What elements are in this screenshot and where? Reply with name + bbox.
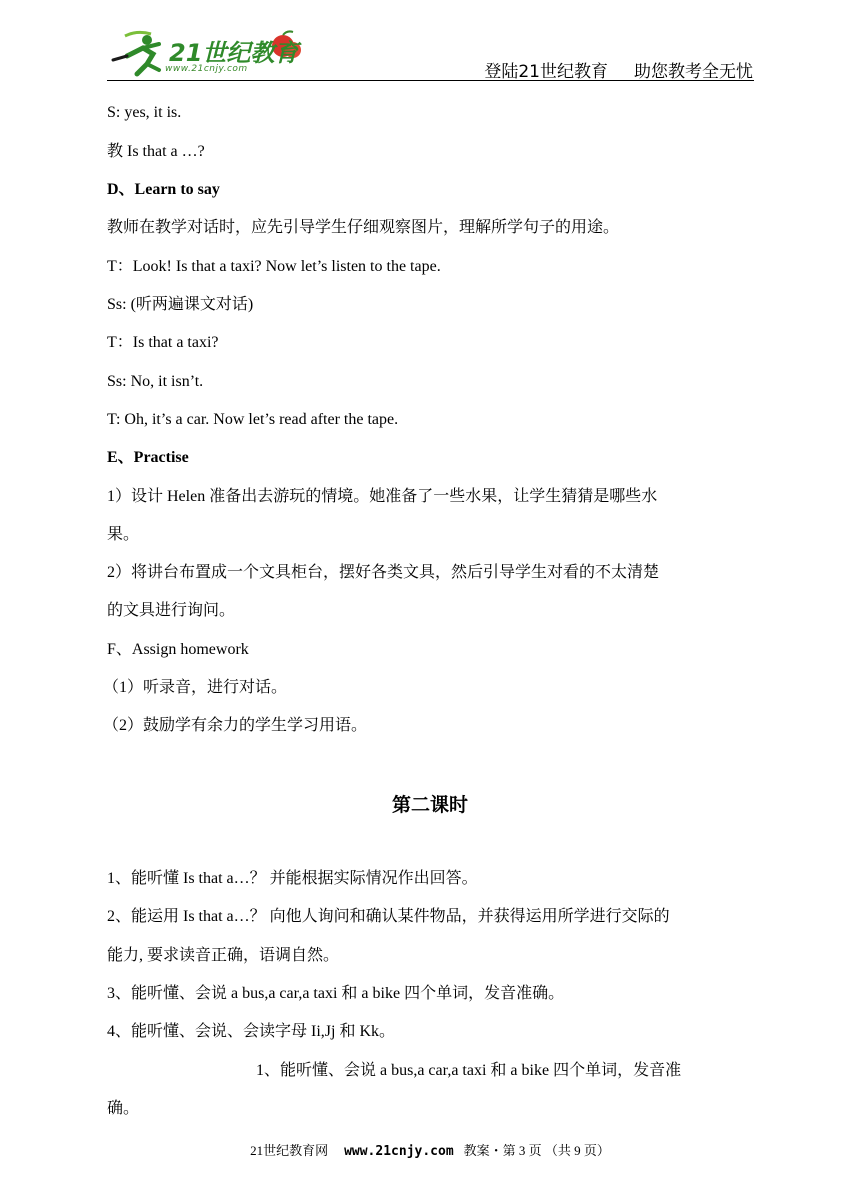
body-line: S: yes, it is. [107, 104, 182, 121]
header-slogan [484, 57, 753, 82]
slogan-right: 助您教考全无忧 [634, 62, 753, 82]
page-header [107, 30, 753, 82]
section-title: 第二课时 [391, 794, 468, 816]
site-logo [107, 30, 317, 80]
body-line: 确。 [107, 1100, 140, 1117]
body-line: T: Oh, it’s a car. Now let’s read after the tape. [107, 411, 399, 428]
section-heading: D、Learn to say [107, 181, 220, 198]
body-line: 4、能听懂、会说、会读字母 Ii,Jj 和 Kk。 [107, 1023, 396, 1040]
body-line: 教 Is that a …? [107, 143, 205, 160]
logo-text: 21世纪教育 [169, 39, 299, 67]
section-heading: E、Practise [107, 449, 189, 466]
body-line: 1、能听懂、会说 a bus,a car,a taxi 和 a bike 四个单词，发音准 [256, 1062, 682, 1079]
page-footer [0, 1140, 860, 1159]
body-line: 1、能听懂 Is that a…？ 并能根据实际情况作出回答。 [107, 870, 478, 887]
logo-url: www.21cnjy.com [165, 64, 248, 74]
body-line: 2、能运用 Is that a…？ 向他人询问和确认某件物品，并获得运用所学进行交际的 [107, 908, 670, 925]
body-line: 2）将讲台布置成一个文具柜台，摆好各类文具，然后引导学生对看的不太清楚 [107, 564, 660, 581]
body-line: 3、能听懂、会说 a bus,a car,a taxi 和 a bike 四个单词，发音准确。 [107, 985, 565, 1002]
body-line: 1）设计 Helen 准备出去游玩的情境。她准备了一些水果，让学生猜猜是哪些水 [107, 488, 658, 505]
section-heading: F、Assign homework [107, 641, 249, 658]
body-line: 能力, 要求读音正确，语调自然。 [107, 947, 340, 964]
body-line: Ss: No, it isn’t. [107, 373, 204, 390]
body-line: Ss: (听两遍课文对话) [107, 296, 254, 313]
body-line: 的文具进行询问。 [107, 602, 236, 619]
body-line: T：Is that a taxi? [107, 334, 219, 351]
body-line: （1）听录音，进行对话。 [103, 679, 288, 696]
body-line: 教师在教学对话时，应先引导学生仔细观察图片，理解所学句子的用途。 [107, 219, 620, 236]
footer-site: 21世纪教育网 [250, 1143, 329, 1158]
body-line: （2）鼓励学有余力的学生学习用语。 [103, 717, 368, 734]
slogan-left: 登陆21世纪教育 [484, 62, 608, 82]
body-line: T：Look! Is that a taxi? Now let’s listen to the tape. [107, 258, 441, 275]
footer-page-info: 教案・第 3 页 （共 9 页） [463, 1143, 610, 1158]
footer-url: www.21cnjy.com [344, 1144, 454, 1159]
header-divider [107, 80, 754, 81]
body-line: 果。 [107, 526, 140, 543]
